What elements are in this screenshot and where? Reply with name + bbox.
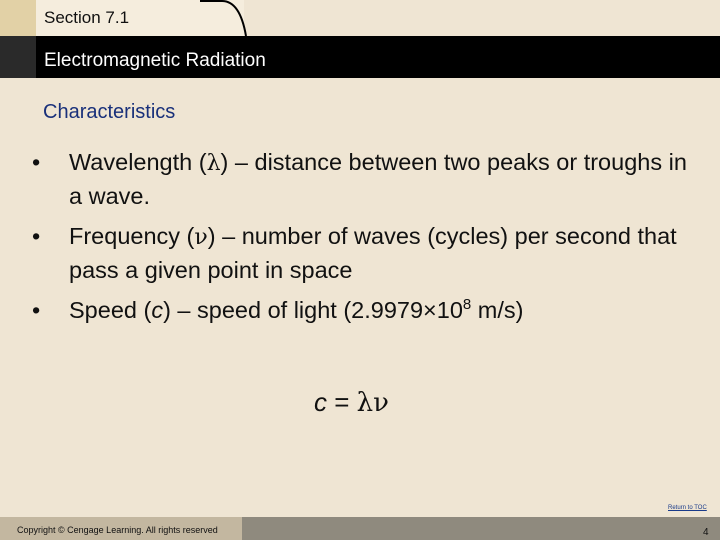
equation-lambda: λ xyxy=(356,388,374,418)
equation-equals: = xyxy=(327,387,357,417)
slide-title: Electromagnetic Radiation xyxy=(44,50,266,71)
bullet-list xyxy=(32,146,692,334)
c-symbol: c xyxy=(151,297,164,323)
equation-c: c xyxy=(314,387,327,417)
page-number: 4 xyxy=(703,527,709,538)
frequency-text-end: ) – number of waves (cycles) per second that pass a given point in space xyxy=(69,223,677,283)
wave-equation xyxy=(314,387,389,418)
bullet-wavelength xyxy=(32,146,692,212)
bullet-icon: • xyxy=(32,297,41,323)
slide-subtitle: Characteristics xyxy=(43,101,176,123)
section-label: Section 7.1 xyxy=(44,8,130,27)
bullet-icon: • xyxy=(32,149,41,175)
copyright-text: Copyright © Cengage Learning. All rights reserved xyxy=(17,525,218,535)
nu-symbol: ν xyxy=(194,225,208,250)
speed-text-middle: ) – speed of light (2.9979×10 xyxy=(163,297,463,323)
wavelength-text-end: ) – distance between two peaks or troughs in a wave. xyxy=(69,149,687,209)
speed-exponent: 8 xyxy=(462,296,472,314)
speed-text-end: m/s) xyxy=(471,297,524,323)
speed-text-start: Speed ( xyxy=(69,297,152,323)
section-tab-curve xyxy=(200,0,250,36)
lambda-symbol: λ xyxy=(206,151,221,176)
return-to-toc-link[interactable]: Return to TOC xyxy=(668,505,707,511)
frequency-text-start: Frequency ( xyxy=(69,223,195,249)
bullet-icon: • xyxy=(32,223,41,249)
bullet-speed xyxy=(32,294,692,326)
title-bar-stub xyxy=(0,36,36,78)
equation-nu: ν xyxy=(373,388,389,418)
corner-decoration xyxy=(0,0,36,36)
wavelength-text-start: Wavelength ( xyxy=(69,149,207,175)
bullet-frequency xyxy=(32,220,692,286)
